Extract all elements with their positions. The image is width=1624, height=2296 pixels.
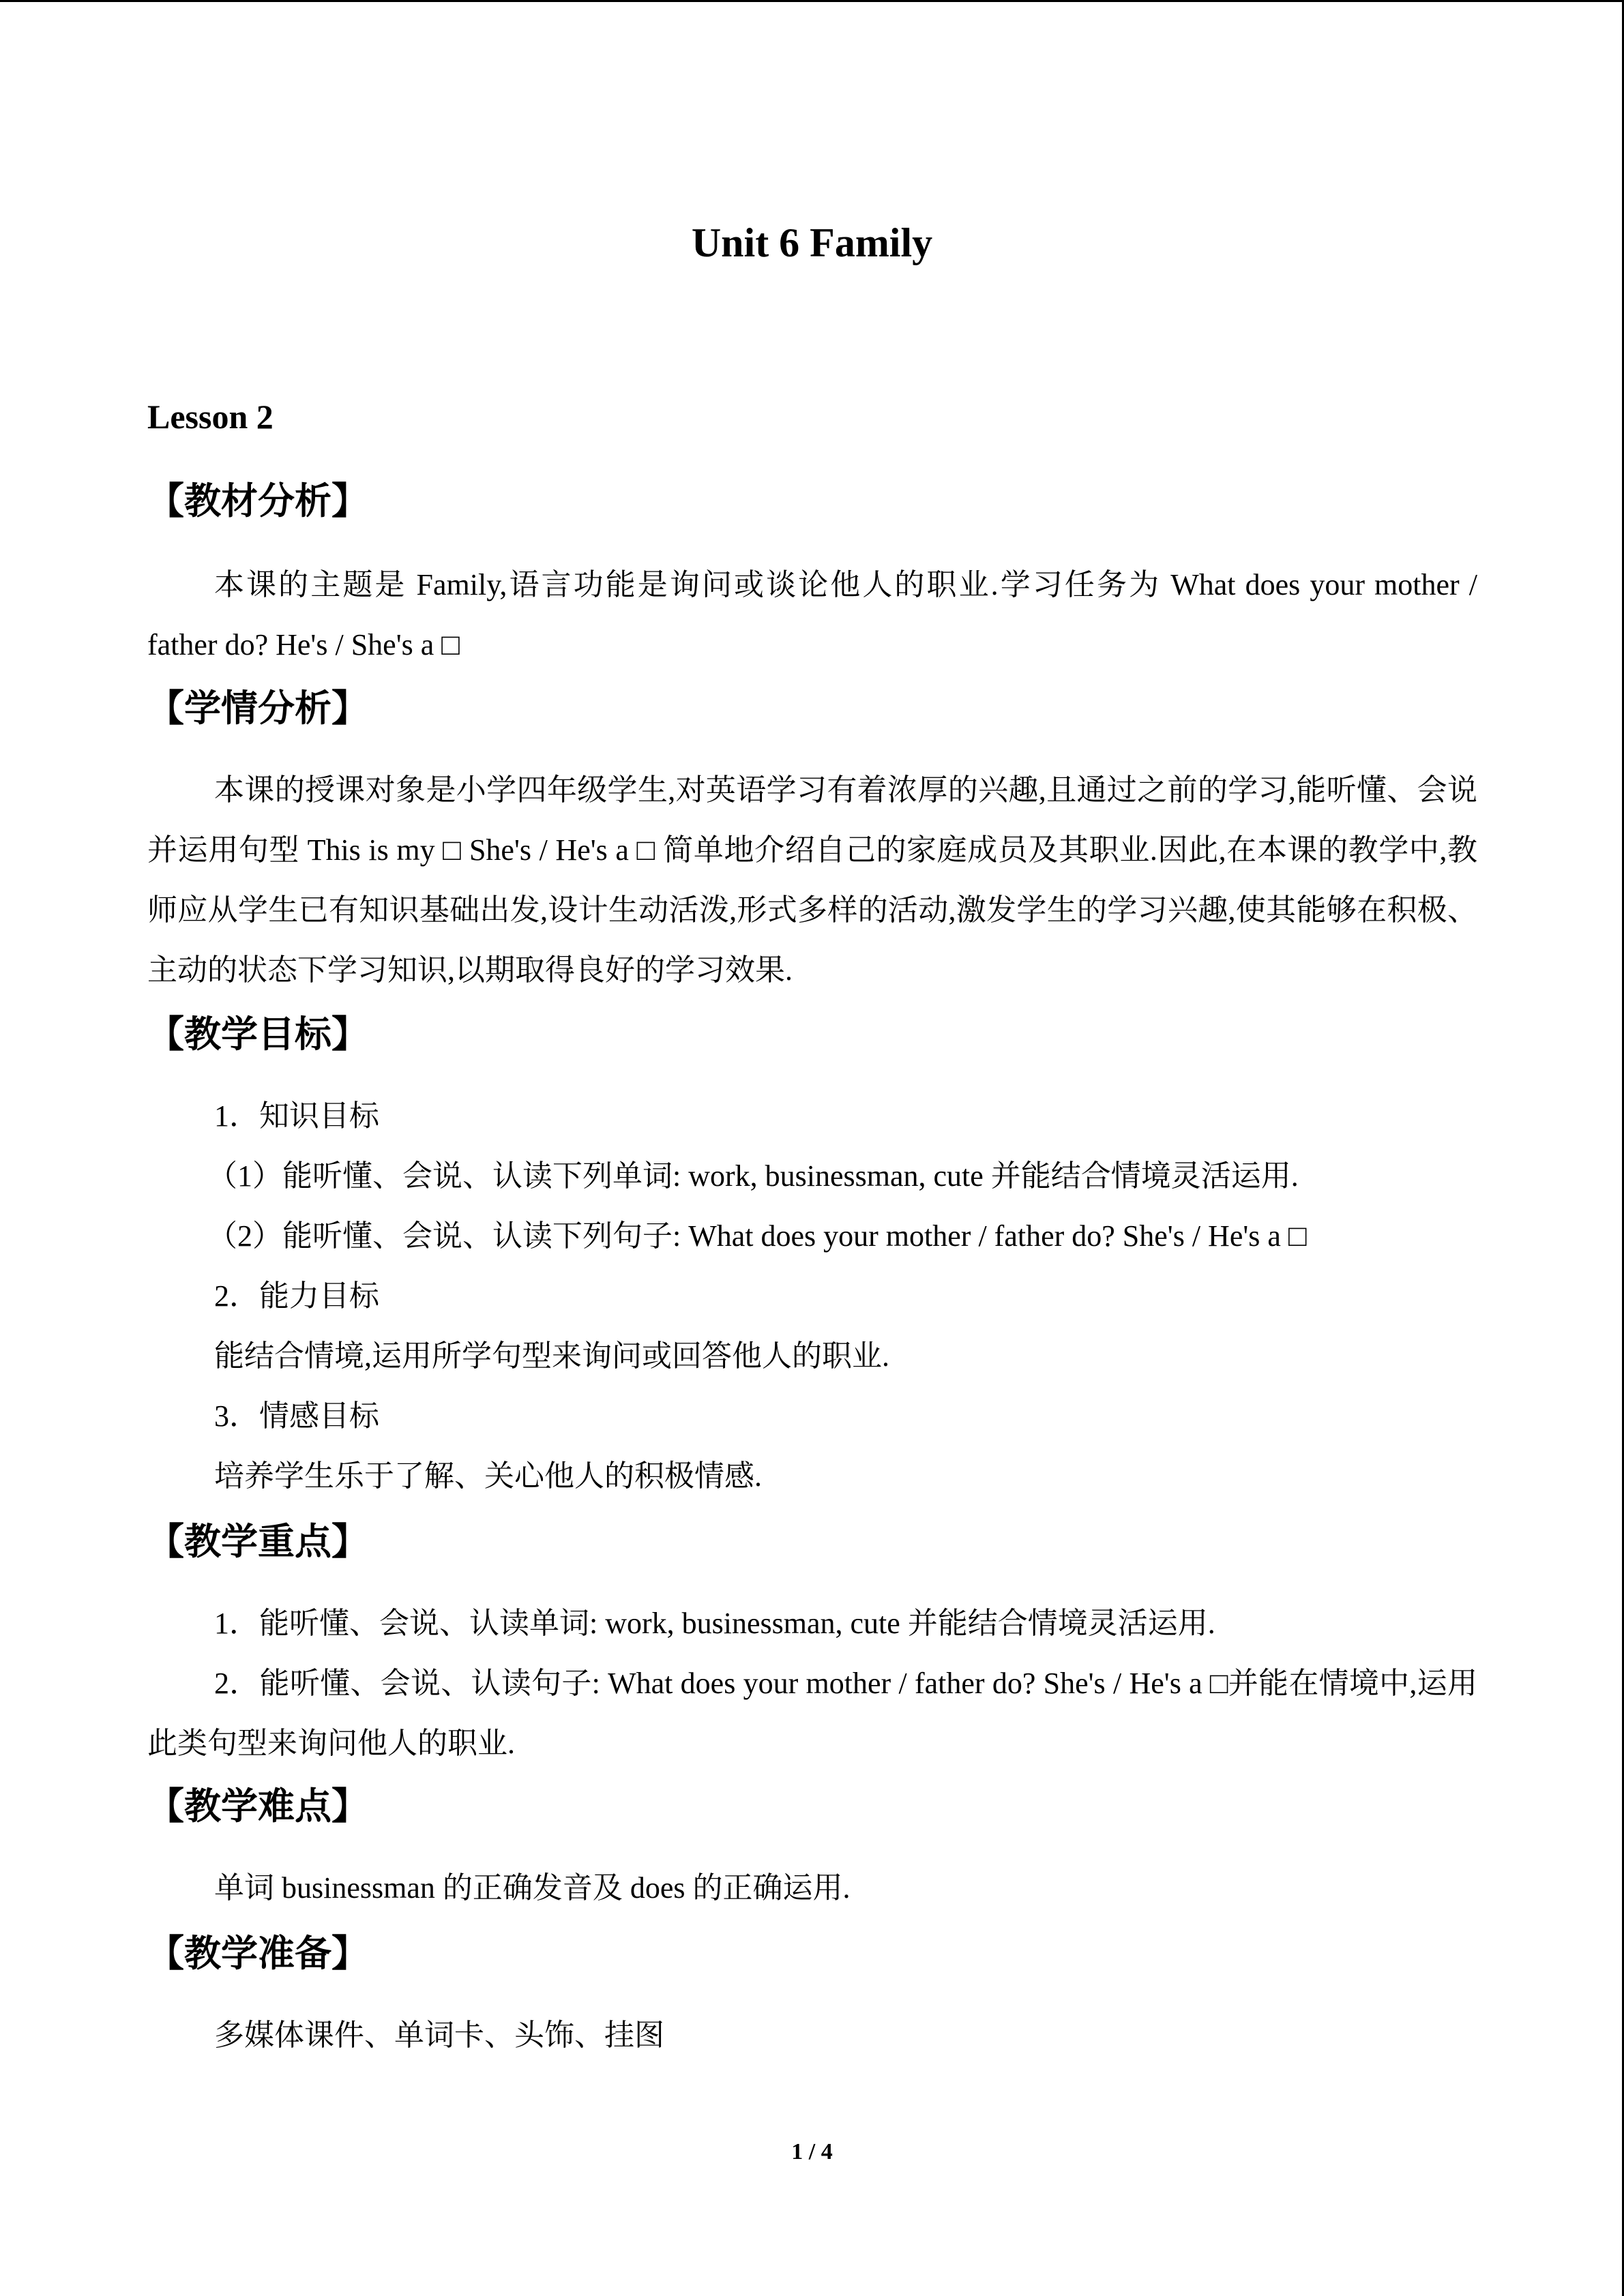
key-point-item-2: 2．能听懂、会说、认读句子: What does your mother / father do? She's / He's a □并能在情境中,运用此类句型来询问他人的职业. (147, 1667, 1477, 1760)
analysis-paragraph (147, 555, 1477, 675)
objective-line: 培养学生乐于了解、关心他人的积极情感. (214, 1459, 762, 1493)
key-point-item-2-paragraph (147, 1654, 1477, 1774)
objective-line: 能结合情境,运用所学句型来询问或回答他人的职业. (214, 1339, 889, 1373)
section-heading-preparation: 【教学准备】 (147, 1932, 368, 1975)
lesson-label: Lesson 2 (147, 398, 274, 436)
section-heading-key-points: 【教学重点】 (147, 1520, 368, 1563)
section-heading-objectives: 【教学目标】 (147, 1013, 368, 1056)
objective-line: （2）能听懂、会说、认读下列句子: What does your mother / father do? She's / He's a □ (207, 1219, 1307, 1253)
document-title: Unit 6 Family (691, 220, 933, 265)
objective-line: 1．知识目标 (214, 1099, 379, 1133)
section-heading-difficulties: 【教学难点】 (147, 1785, 368, 1828)
students-paragraph (147, 760, 1477, 1000)
section-heading-students: 【学情分析】 (147, 687, 368, 730)
section-heading-analysis: 【教材分析】 (147, 479, 368, 522)
analysis-text: 本课的主题是 Family,语言功能是询问或谈论他人的职业.学习任务为 What does your mother / father do? He's / She's a □ (147, 568, 1477, 661)
difficulties-text: 单词 businessman 的正确发音及 does 的正确运用. (214, 1871, 851, 1905)
preparation-text: 多媒体课件、单词卡、头饰、挂图 (214, 2018, 664, 2052)
page-number: 1 / 4 (791, 2139, 833, 2164)
key-point-item-1: 1．能听懂、会说、认读单词: work, businessman, cute 并能结合情境灵活运用. (214, 1607, 1215, 1640)
students-text: 本课的授课对象是小学四年级学生,对英语学习有着浓厚的兴趣,且通过之前的学习,能听懂、会说并运用句型 This is my □ She's / He's a □ 简单地介绍自己的家庭成员及其职业.因此,在本课的教学中,教师应从学生已有知识基础出发,设计生动活泼,形式多样的活动,激发学生的学习兴趣,使其能够在积极、主动的状态下学习知识,以期取得良好的学习效果. (147, 773, 1477, 987)
objective-line: （1）能听懂、会说、认读下列单词: work, businessman, cute 并能结合情境灵活运用. (207, 1159, 1299, 1193)
objective-line: 3．情感目标 (214, 1399, 379, 1433)
objective-line: 2．能力目标 (214, 1279, 379, 1313)
